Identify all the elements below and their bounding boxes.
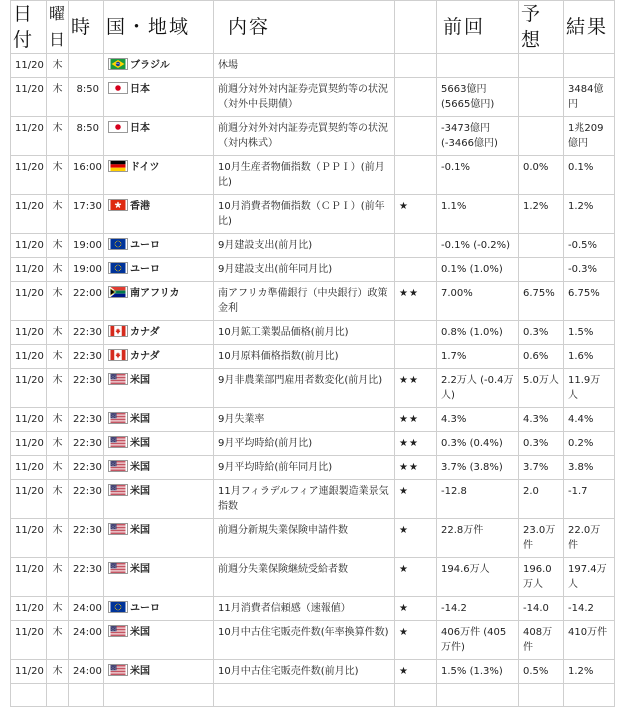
result-cell: -1.7 [564, 480, 615, 519]
country-name: ドイツ [130, 162, 160, 173]
forecast-cell: 196.0万人 [519, 558, 564, 597]
country-name: ユーロ [130, 240, 160, 251]
empty-cell [519, 684, 564, 707]
date-cell: 11/20 [11, 519, 47, 558]
content-cell: 休場 [214, 54, 395, 78]
importance-cell [395, 156, 437, 195]
content-cell: 南アフリカ準備銀行（中央銀行）政策金利 [214, 282, 395, 321]
previous-cell: 1.1% [437, 195, 519, 234]
previous-cell: -12.8 [437, 480, 519, 519]
date-cell: 11/20 [11, 621, 47, 660]
previous-cell: 4.3% [437, 408, 519, 432]
previous-cell: 194.6万人 [437, 558, 519, 597]
table-row [11, 78, 615, 117]
date-cell: 11/20 [11, 117, 47, 156]
date-cell: 11/20 [11, 558, 47, 597]
table-row-empty [11, 684, 615, 707]
previous-cell: 1.5% (1.3%) [437, 660, 519, 684]
table-row [11, 660, 615, 684]
content-cell: 前週分失業保険継続受給者数 [214, 558, 395, 597]
weekday-cell: 木 [47, 117, 69, 156]
content-cell: 前週分対外対内証券売買契約等の状況（対内株式） [214, 117, 395, 156]
table-row [11, 408, 615, 432]
header-previous: 前回 [437, 1, 519, 54]
forecast-cell: 1.2% [519, 195, 564, 234]
importance-cell: ★ [395, 195, 437, 234]
previous-cell: 0.3% (0.4%) [437, 432, 519, 456]
country-name: 米国 [130, 564, 150, 575]
content-cell: 11月消費者信頼感（速報値） [214, 597, 395, 621]
importance-cell: ★★ [395, 408, 437, 432]
result-cell [564, 54, 615, 78]
country-cell [104, 408, 214, 432]
country-cell [104, 660, 214, 684]
result-cell: 4.4% [564, 408, 615, 432]
date-cell: 11/20 [11, 78, 47, 117]
country-cell [104, 480, 214, 519]
forecast-cell: 3.7% [519, 456, 564, 480]
country-cell [104, 282, 214, 321]
forecast-cell [519, 258, 564, 282]
previous-cell: -3473億円 (-3466億円) [437, 117, 519, 156]
table-row [11, 369, 615, 408]
result-cell: 197.4万人 [564, 558, 615, 597]
date-cell: 11/20 [11, 660, 47, 684]
previous-cell: -14.2 [437, 597, 519, 621]
time-cell: 22:30 [69, 369, 104, 408]
country-name: ユーロ [130, 264, 160, 275]
date-cell: 11/20 [11, 597, 47, 621]
us-flag [108, 436, 128, 448]
result-cell: 0.2% [564, 432, 615, 456]
header-importance [395, 1, 437, 54]
importance-cell [395, 117, 437, 156]
date-cell: 11/20 [11, 54, 47, 78]
importance-cell: ★ [395, 660, 437, 684]
importance-cell [395, 258, 437, 282]
brazil-flag [108, 58, 128, 70]
forecast-cell: -14.0 [519, 597, 564, 621]
time-cell: 24:00 [69, 597, 104, 621]
importance-cell [395, 78, 437, 117]
result-cell: -0.5% [564, 234, 615, 258]
result-cell: 22.0万件 [564, 519, 615, 558]
date-cell: 11/20 [11, 408, 47, 432]
date-cell: 11/20 [11, 369, 47, 408]
weekday-cell: 木 [47, 78, 69, 117]
country-cell [104, 345, 214, 369]
table-row [11, 621, 615, 660]
previous-cell: 5663億円 (5665億円) [437, 78, 519, 117]
content-cell: 前週分新規失業保険申請件数 [214, 519, 395, 558]
time-cell [69, 54, 104, 78]
content-cell: 9月平均時給(前月比) [214, 432, 395, 456]
country-cell [104, 558, 214, 597]
table-row [11, 519, 615, 558]
weekday-cell: 木 [47, 321, 69, 345]
country-name: カナダ [130, 327, 160, 338]
forecast-cell: 408万件 [519, 621, 564, 660]
date-cell: 11/20 [11, 258, 47, 282]
importance-cell [395, 54, 437, 78]
country-name: 米国 [130, 525, 150, 536]
country-cell [104, 432, 214, 456]
us-flag [108, 523, 128, 535]
importance-cell: ★★ [395, 432, 437, 456]
header-dow: 曜日 [47, 1, 69, 54]
canada-flag [108, 325, 128, 337]
weekday-cell: 木 [47, 258, 69, 282]
country-name: 米国 [130, 375, 150, 386]
empty-cell [69, 684, 104, 707]
us-flag [108, 625, 128, 637]
forecast-cell: 23.0万件 [519, 519, 564, 558]
table-row [11, 480, 615, 519]
table-row [11, 558, 615, 597]
date-cell: 11/20 [11, 156, 47, 195]
table-row [11, 54, 615, 78]
result-cell: -14.2 [564, 597, 615, 621]
time-cell: 8:50 [69, 117, 104, 156]
time-cell: 16:00 [69, 156, 104, 195]
forecast-cell: 0.5% [519, 660, 564, 684]
time-cell: 22:30 [69, 345, 104, 369]
country-cell [104, 519, 214, 558]
country-name: 米国 [130, 627, 150, 638]
importance-cell: ★ [395, 621, 437, 660]
header-content: 内容 [214, 1, 395, 54]
previous-cell: 2.2万人 (-0.4万人) [437, 369, 519, 408]
result-cell: 0.1% [564, 156, 615, 195]
content-cell: 11月フィラデルフィア連銀製造業景気指数 [214, 480, 395, 519]
table-row [11, 156, 615, 195]
country-name: 香港 [130, 201, 150, 212]
time-cell: 24:00 [69, 660, 104, 684]
date-cell: 11/20 [11, 480, 47, 519]
previous-cell [437, 54, 519, 78]
weekday-cell: 木 [47, 282, 69, 321]
time-cell: 22:30 [69, 519, 104, 558]
hongkong-flag [108, 199, 128, 211]
time-cell: 19:00 [69, 258, 104, 282]
content-cell: 10月中古住宅販売件数(年率換算件数) [214, 621, 395, 660]
result-cell: 1兆209億円 [564, 117, 615, 156]
time-cell: 17:30 [69, 195, 104, 234]
time-cell: 22:30 [69, 321, 104, 345]
forecast-cell: 0.3% [519, 432, 564, 456]
us-flag [108, 484, 128, 496]
table-row [11, 321, 615, 345]
weekday-cell: 木 [47, 345, 69, 369]
weekday-cell: 木 [47, 156, 69, 195]
us-flag [108, 664, 128, 676]
country-name: 米国 [130, 486, 150, 497]
weekday-cell: 木 [47, 369, 69, 408]
weekday-cell: 木 [47, 480, 69, 519]
previous-cell: 7.00% [437, 282, 519, 321]
forecast-cell: 4.3% [519, 408, 564, 432]
table-body [11, 54, 615, 707]
header-date: 日付 [11, 1, 47, 54]
time-cell: 19:00 [69, 234, 104, 258]
content-cell: 9月非農業部門雇用者数変化(前月比) [214, 369, 395, 408]
weekday-cell: 木 [47, 234, 69, 258]
forecast-cell: 0.6% [519, 345, 564, 369]
empty-cell [214, 684, 395, 707]
country-name: 日本 [130, 84, 150, 95]
forecast-cell: 5.0万人 [519, 369, 564, 408]
table-row [11, 258, 615, 282]
result-cell: 11.9万人 [564, 369, 615, 408]
country-name: ブラジル [130, 60, 170, 71]
empty-cell [437, 684, 519, 707]
weekday-cell: 木 [47, 54, 69, 78]
country-name: 日本 [130, 123, 150, 134]
previous-cell: -0.1% (-0.2%) [437, 234, 519, 258]
country-cell [104, 117, 214, 156]
content-cell: 10月生産者物価指数（ＰＰＩ）(前月比) [214, 156, 395, 195]
result-cell: 1.5% [564, 321, 615, 345]
canada-flag [108, 349, 128, 361]
result-cell: 3.8% [564, 456, 615, 480]
result-cell: 3484億円 [564, 78, 615, 117]
time-cell: 22:30 [69, 456, 104, 480]
date-cell: 11/20 [11, 456, 47, 480]
us-flag [108, 562, 128, 574]
date-cell: 11/20 [11, 432, 47, 456]
previous-cell: 1.7% [437, 345, 519, 369]
us-flag [108, 373, 128, 385]
forecast-cell [519, 54, 564, 78]
importance-cell: ★ [395, 558, 437, 597]
eu-flag [108, 262, 128, 274]
table-row [11, 345, 615, 369]
importance-cell [395, 345, 437, 369]
table-row [11, 597, 615, 621]
previous-cell: 0.8% (1.0%) [437, 321, 519, 345]
importance-cell [395, 321, 437, 345]
us-flag [108, 412, 128, 424]
content-cell: 9月平均時給(前年同月比) [214, 456, 395, 480]
header-time: 時 [69, 1, 104, 54]
weekday-cell: 木 [47, 597, 69, 621]
previous-cell: 3.7% (3.8%) [437, 456, 519, 480]
country-cell [104, 456, 214, 480]
country-name: 南アフリカ [130, 288, 180, 299]
content-cell: 9月建設支出(前月比) [214, 234, 395, 258]
us-flag [108, 460, 128, 472]
forecast-cell [519, 234, 564, 258]
country-name: 米国 [130, 462, 150, 473]
japan-flag [108, 82, 128, 94]
date-cell: 11/20 [11, 345, 47, 369]
southafrica-flag [108, 286, 128, 298]
country-name: ユーロ [130, 603, 160, 614]
country-cell [104, 258, 214, 282]
date-cell: 11/20 [11, 234, 47, 258]
weekday-cell: 木 [47, 621, 69, 660]
country-name: 米国 [130, 438, 150, 449]
content-cell: 10月原料価格指数(前月比) [214, 345, 395, 369]
empty-cell [395, 684, 437, 707]
empty-cell [11, 684, 47, 707]
weekday-cell: 木 [47, 456, 69, 480]
table-row [11, 195, 615, 234]
weekday-cell: 木 [47, 432, 69, 456]
eu-flag [108, 238, 128, 250]
date-cell: 11/20 [11, 321, 47, 345]
country-cell [104, 156, 214, 195]
time-cell: 22:00 [69, 282, 104, 321]
forecast-cell: 2.0 [519, 480, 564, 519]
header-result: 結果 [564, 1, 615, 54]
date-cell: 11/20 [11, 195, 47, 234]
result-cell: 1.6% [564, 345, 615, 369]
country-cell [104, 597, 214, 621]
forecast-cell [519, 78, 564, 117]
importance-cell: ★ [395, 519, 437, 558]
empty-cell [564, 684, 615, 707]
content-cell: 9月建設支出(前年同月比) [214, 258, 395, 282]
time-cell: 24:00 [69, 621, 104, 660]
result-cell: 410万件 [564, 621, 615, 660]
importance-cell: ★ [395, 597, 437, 621]
forecast-cell [519, 117, 564, 156]
weekday-cell: 木 [47, 660, 69, 684]
result-cell: -0.3% [564, 258, 615, 282]
weekday-cell: 木 [47, 195, 69, 234]
previous-cell: 0.1% (1.0%) [437, 258, 519, 282]
importance-cell: ★ [395, 480, 437, 519]
country-name: 米国 [130, 414, 150, 425]
result-cell: 1.2% [564, 195, 615, 234]
previous-cell: -0.1% [437, 156, 519, 195]
table-row [11, 117, 615, 156]
table-row [11, 282, 615, 321]
previous-cell: 406万件 (405万件) [437, 621, 519, 660]
empty-cell [47, 684, 69, 707]
header-country: 国・地域 [104, 1, 214, 54]
time-cell: 22:30 [69, 558, 104, 597]
germany-flag [108, 160, 128, 172]
time-cell: 22:30 [69, 408, 104, 432]
time-cell: 8:50 [69, 78, 104, 117]
time-cell: 22:30 [69, 432, 104, 456]
country-cell [104, 54, 214, 78]
content-cell: 前週分対外対内証券売買契約等の状況（対外中長期債） [214, 78, 395, 117]
result-cell: 6.75% [564, 282, 615, 321]
result-cell: 1.2% [564, 660, 615, 684]
previous-cell: 22.8万件 [437, 519, 519, 558]
country-name: 米国 [130, 666, 150, 677]
weekday-cell: 木 [47, 408, 69, 432]
empty-cell [104, 684, 214, 707]
forecast-cell: 0.3% [519, 321, 564, 345]
country-cell [104, 321, 214, 345]
country-cell [104, 234, 214, 258]
content-cell: 10月消費者物価指数（ＣＰＩ）(前年比) [214, 195, 395, 234]
economic-calendar-table [10, 0, 615, 707]
weekday-cell: 木 [47, 558, 69, 597]
country-cell [104, 369, 214, 408]
content-cell: 10月中古住宅販売件数(前月比) [214, 660, 395, 684]
weekday-cell: 木 [47, 519, 69, 558]
date-cell: 11/20 [11, 282, 47, 321]
eu-flag [108, 601, 128, 613]
header-forecast: 予想 [519, 1, 564, 54]
importance-cell: ★★ [395, 282, 437, 321]
time-cell: 22:30 [69, 480, 104, 519]
forecast-cell: 0.0% [519, 156, 564, 195]
country-name: カナダ [130, 351, 160, 362]
importance-cell: ★★ [395, 369, 437, 408]
table-header [11, 1, 615, 54]
country-cell [104, 78, 214, 117]
japan-flag [108, 121, 128, 133]
table-row [11, 432, 615, 456]
forecast-cell: 6.75% [519, 282, 564, 321]
importance-cell [395, 234, 437, 258]
country-cell [104, 195, 214, 234]
table-row [11, 234, 615, 258]
content-cell: 9月失業率 [214, 408, 395, 432]
content-cell: 10月鉱工業製品価格(前月比) [214, 321, 395, 345]
country-cell [104, 621, 214, 660]
importance-cell: ★★ [395, 456, 437, 480]
table-row [11, 456, 615, 480]
